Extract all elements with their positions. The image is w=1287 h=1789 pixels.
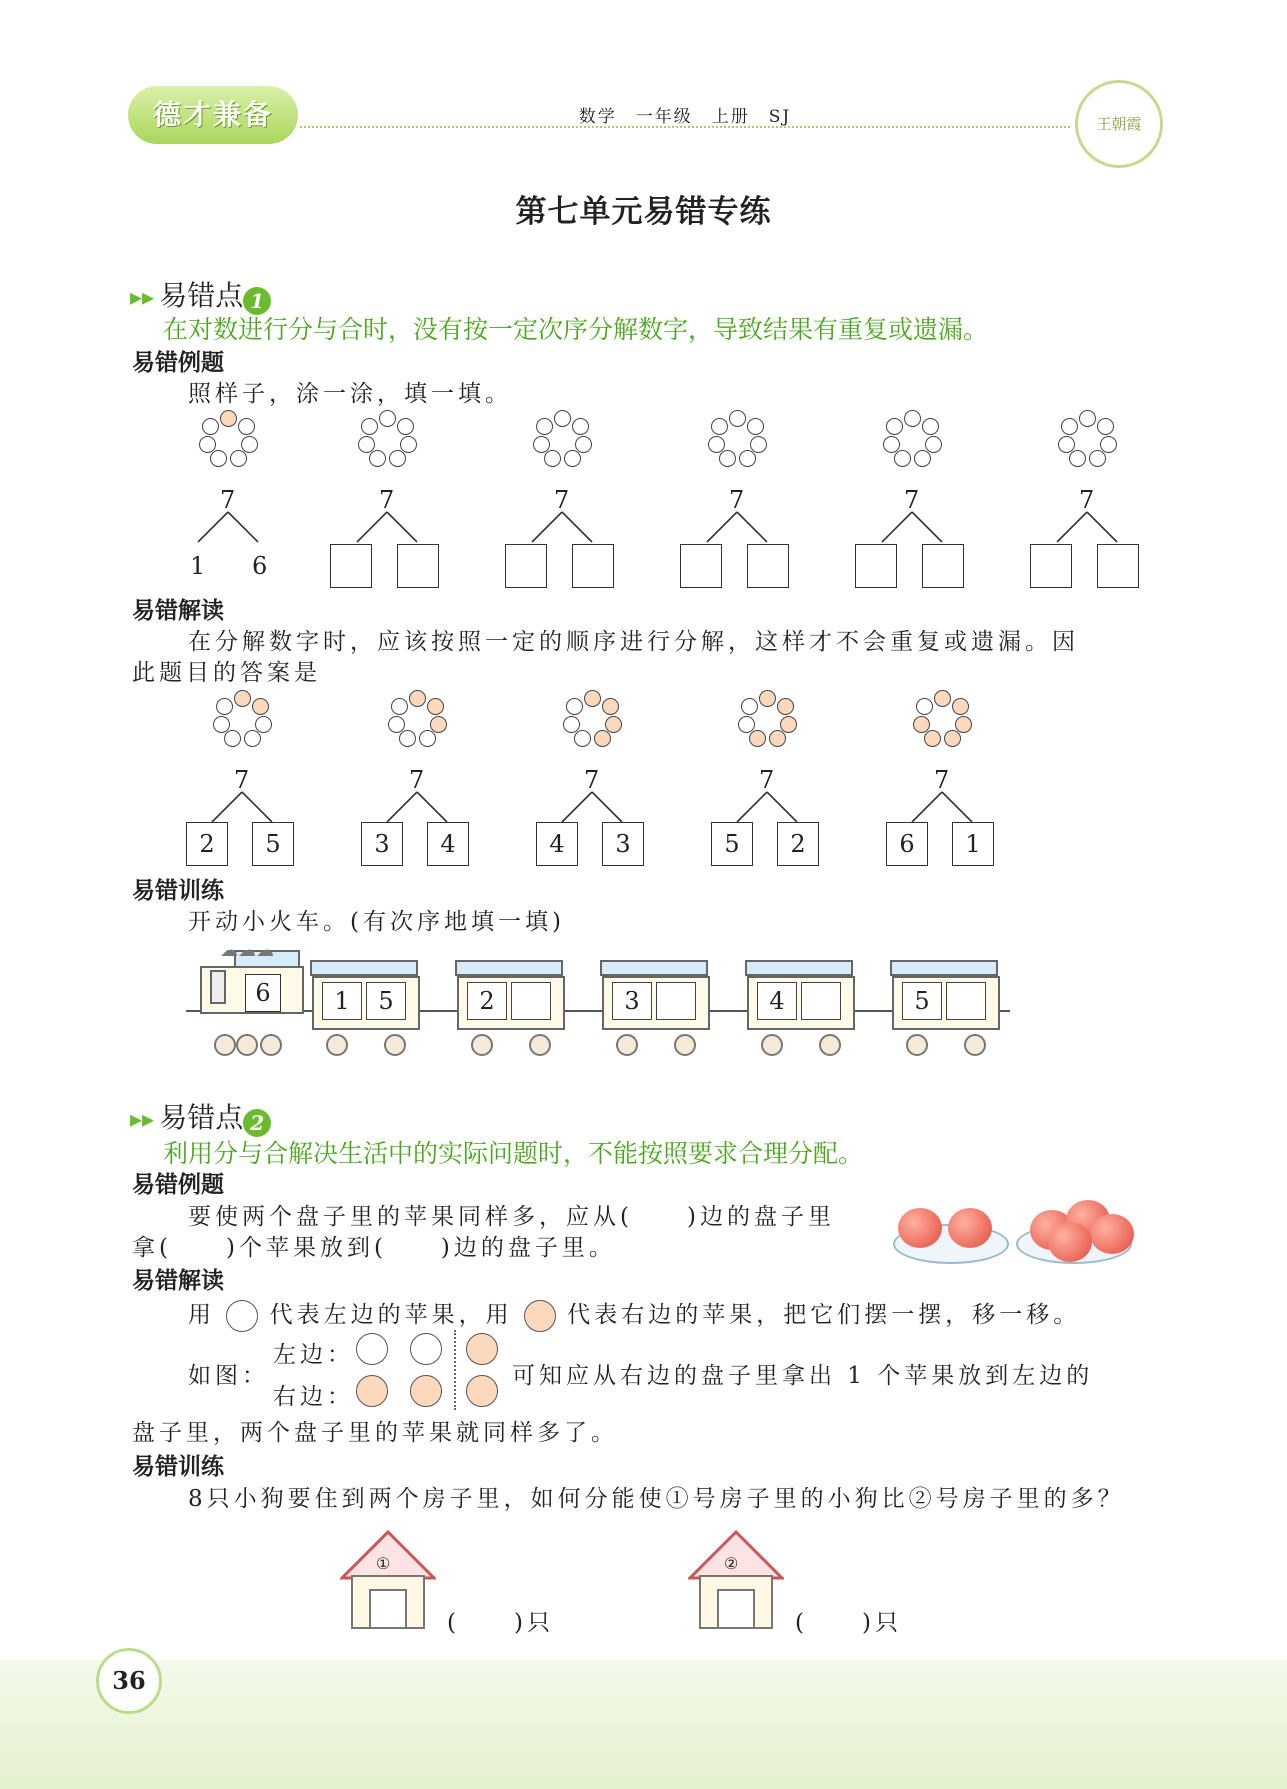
car-number-box: 5	[902, 982, 942, 1020]
count-circle	[430, 716, 447, 733]
car-wheel	[819, 1034, 841, 1056]
section2-summary: 利用分与合解决生活中的实际问题时，不能按照要求合理分配。	[163, 1139, 864, 1168]
count-circle	[427, 698, 444, 715]
count-circle	[602, 698, 619, 715]
branch-line	[942, 792, 972, 822]
answer-box: 4	[427, 822, 469, 866]
car-number-box[interactable]	[511, 982, 551, 1020]
section2-number-badge: 2	[243, 1109, 271, 1137]
count-circle	[777, 698, 794, 715]
right-apple-circle	[356, 1375, 388, 1407]
answer-box: 6	[886, 822, 928, 866]
branch-line	[242, 792, 272, 822]
section1-interp-line1: 在分解数字时，应该按照一定的顺序进行分解，这样才不会重复或遗漏。因	[188, 629, 1079, 655]
branch-line	[212, 792, 242, 822]
count-circle	[738, 716, 755, 733]
right-apple-circle	[410, 1375, 442, 1407]
section2-interp-label: 易错解读	[132, 1268, 224, 1294]
section1-title: 易错点	[159, 279, 244, 312]
car-roof	[455, 960, 563, 976]
count-circle	[584, 690, 601, 707]
section2-title: 易错点	[159, 1101, 244, 1134]
branch-line	[198, 512, 228, 542]
car-number-box[interactable]	[656, 982, 696, 1020]
interp-text-a: 用	[188, 1302, 215, 1328]
answer-box: 2	[186, 822, 228, 866]
branch-line	[228, 512, 258, 542]
count-circle	[952, 698, 969, 715]
car-number-box: 1	[322, 982, 362, 1020]
branch-line	[562, 792, 592, 822]
figure-text: 可知应从右边的盘子里拿出 1 个苹果放到左边的	[512, 1363, 1094, 1389]
house1-blank[interactable]: ( )只	[447, 1610, 554, 1636]
dog-house-2	[688, 1530, 784, 1630]
count-circle	[955, 716, 972, 733]
answer-box[interactable]	[922, 544, 964, 588]
branch-line	[357, 512, 387, 542]
car-roof	[745, 960, 853, 976]
right-apple-symbol	[524, 1300, 556, 1332]
car-roof	[600, 960, 708, 976]
answer-box: 3	[361, 822, 403, 866]
count-circle	[252, 698, 269, 715]
divider-dotted	[454, 1330, 456, 1410]
interp-text-c: 代表右边的苹果，把它们摆一摆，移一移。	[567, 1302, 1081, 1328]
answer-box[interactable]	[330, 544, 372, 588]
car-roof	[310, 960, 418, 976]
engine-chimney	[210, 970, 226, 1004]
count-circle	[213, 716, 230, 733]
series-logo: 德才兼备	[128, 86, 298, 144]
total-number: 7	[409, 766, 425, 794]
branch-line	[707, 512, 737, 542]
count-circle	[391, 698, 408, 715]
total-number: 7	[1079, 486, 1095, 514]
section2-example-line1: 要使两个盘子里的苹果同样多，应从( )边的盘子里	[188, 1204, 835, 1230]
answer-box[interactable]	[1097, 544, 1139, 588]
count-circle	[563, 716, 580, 733]
left-row-label: 左边：	[273, 1342, 354, 1368]
answer-box: 5	[711, 822, 753, 866]
section1-example-label: 易错例题	[132, 350, 224, 376]
section1-train-text: 开动小火车。(有次序地填一填)	[188, 909, 565, 935]
section2-interp-line	[188, 1296, 1080, 1332]
count-circle	[913, 716, 930, 733]
page-title: 第七单元易错专练	[515, 194, 772, 230]
total-number: 7	[934, 766, 950, 794]
double-arrow-icon: ▸▸	[130, 283, 155, 311]
section2-example-line2: 拿( )个苹果放到( )边的盘子里。	[132, 1235, 616, 1261]
house-number: ①	[376, 1554, 391, 1573]
branch-line	[562, 512, 592, 542]
branch-line	[912, 512, 942, 542]
total-number: 7	[759, 766, 775, 794]
section1-interp-line2: 此题目的答案是	[132, 660, 321, 686]
house-number: ②	[724, 1554, 739, 1573]
engine-number-box: 6	[245, 974, 281, 1012]
right-row-label: 右边：	[273, 1384, 354, 1410]
branch-line	[387, 792, 417, 822]
count-circle	[741, 698, 758, 715]
answer-box[interactable]	[397, 544, 439, 588]
interp-text-b: 代表左边的苹果，用	[269, 1302, 513, 1328]
branch-line	[532, 512, 562, 542]
moved-apple-circle	[466, 1333, 498, 1365]
total-number: 7	[554, 486, 570, 514]
car-roof	[890, 960, 998, 976]
smoke-icon: ☁☁☁	[220, 940, 274, 961]
section2-train-label: 易错训练	[132, 1454, 224, 1480]
engine-wheel	[214, 1034, 236, 1056]
answer-box[interactable]	[680, 544, 722, 588]
section2-heading	[130, 1096, 271, 1137]
answer-box: 5	[252, 822, 294, 866]
count-circle	[566, 698, 583, 715]
answer-box[interactable]	[1030, 544, 1072, 588]
total-number: 7	[729, 486, 745, 514]
apple-icon	[948, 1208, 992, 1248]
answer-box: 4	[536, 822, 578, 866]
count-circle	[216, 698, 233, 715]
car-number-box[interactable]	[801, 982, 841, 1020]
answer-box: 3	[602, 822, 644, 866]
count-circle	[605, 716, 622, 733]
branch-line	[387, 512, 417, 542]
car-number-box: 5	[366, 982, 406, 1020]
section1-interp-label: 易错解读	[132, 598, 224, 624]
car-number-box: 4	[757, 982, 797, 1020]
count-circle	[399, 730, 416, 747]
count-circle	[574, 730, 591, 747]
total-number: 7	[220, 486, 236, 514]
section2-example-label: 易错例题	[132, 1172, 224, 1198]
apple-icon	[1090, 1214, 1134, 1254]
count-circle	[934, 690, 951, 707]
answer-box: 1	[952, 822, 994, 866]
left-apple-circle	[410, 1333, 442, 1365]
branch-line	[1087, 512, 1117, 542]
car-wheel	[906, 1034, 928, 1056]
count-circle	[759, 690, 776, 707]
branch-line	[737, 512, 767, 542]
count-circle	[224, 730, 241, 747]
total-number: 7	[904, 486, 920, 514]
count-circle	[916, 698, 933, 715]
count-circle	[594, 730, 611, 747]
car-number-box: 3	[612, 982, 652, 1020]
house2-blank[interactable]: ( )只	[795, 1610, 902, 1636]
branch-line	[882, 512, 912, 542]
section2-interp-end: 盘子里，两个盘子里的苹果就同样多了。	[132, 1420, 618, 1446]
right-apple-circle	[466, 1375, 498, 1407]
figure-prefix: 如图：	[188, 1363, 269, 1389]
answer-box[interactable]	[747, 544, 789, 588]
car-wheel	[471, 1034, 493, 1056]
car-number-box[interactable]	[946, 982, 986, 1020]
car-wheel	[964, 1034, 986, 1056]
count-circle	[749, 730, 766, 747]
car-wheel	[326, 1034, 348, 1056]
section1-example-text: 照样子，涂一涂，填一填。	[188, 381, 512, 407]
total-number: 7	[379, 486, 395, 514]
answer-box[interactable]	[572, 544, 614, 588]
count-circle	[769, 730, 786, 747]
header-subject: 数学 一年级 上册 SJ	[578, 107, 792, 127]
total-number: 7	[584, 766, 600, 794]
count-circle	[924, 730, 941, 747]
car-wheel	[674, 1034, 696, 1056]
branch-line	[737, 792, 767, 822]
rail-track	[186, 1010, 1010, 1012]
count-circle	[388, 716, 405, 733]
apple-icon	[898, 1208, 942, 1248]
count-circle	[409, 690, 426, 707]
count-circle	[244, 730, 261, 747]
section2-train-text: 8只小狗要住到两个房子里，如何分能使①号房子里的小狗比②号房子里的多？	[188, 1486, 1125, 1512]
branch-line	[912, 792, 942, 822]
count-circle	[419, 730, 436, 747]
answer-box: 2	[777, 822, 819, 866]
branch-line	[767, 792, 797, 822]
section1-number-badge: 1	[243, 287, 271, 315]
count-circle	[780, 716, 797, 733]
left-apple-circle	[356, 1333, 388, 1365]
branch-line	[1057, 512, 1087, 542]
footer-background	[0, 1660, 1287, 1789]
part-number: 6	[252, 552, 268, 580]
count-circle	[234, 690, 251, 707]
section1-train-label: 易错训练	[132, 878, 224, 904]
car-number-box: 2	[467, 982, 507, 1020]
answer-box[interactable]	[855, 544, 897, 588]
double-arrow-icon: ▸▸	[130, 1105, 155, 1133]
count-circle	[255, 716, 272, 733]
engine-wheel	[260, 1034, 282, 1056]
total-number: 7	[234, 766, 250, 794]
part-number: 1	[190, 552, 206, 580]
branch-line	[592, 792, 622, 822]
branch-line	[417, 792, 447, 822]
apple-icon	[1048, 1222, 1092, 1262]
car-wheel	[761, 1034, 783, 1056]
car-wheel	[529, 1034, 551, 1056]
author-seal: 王朝霞	[1075, 80, 1163, 168]
engine-wheel	[236, 1034, 258, 1056]
dog-house-1	[340, 1530, 436, 1630]
page-number: 36	[96, 1648, 162, 1714]
count-circle	[944, 730, 961, 747]
section1-summary: 在对数进行分与合时，没有按一定次序分解数字，导致结果有重复或遗漏。	[163, 315, 989, 344]
car-wheel	[616, 1034, 638, 1056]
left-apple-symbol	[226, 1300, 258, 1332]
car-wheel	[384, 1034, 406, 1056]
answer-box[interactable]	[505, 544, 547, 588]
